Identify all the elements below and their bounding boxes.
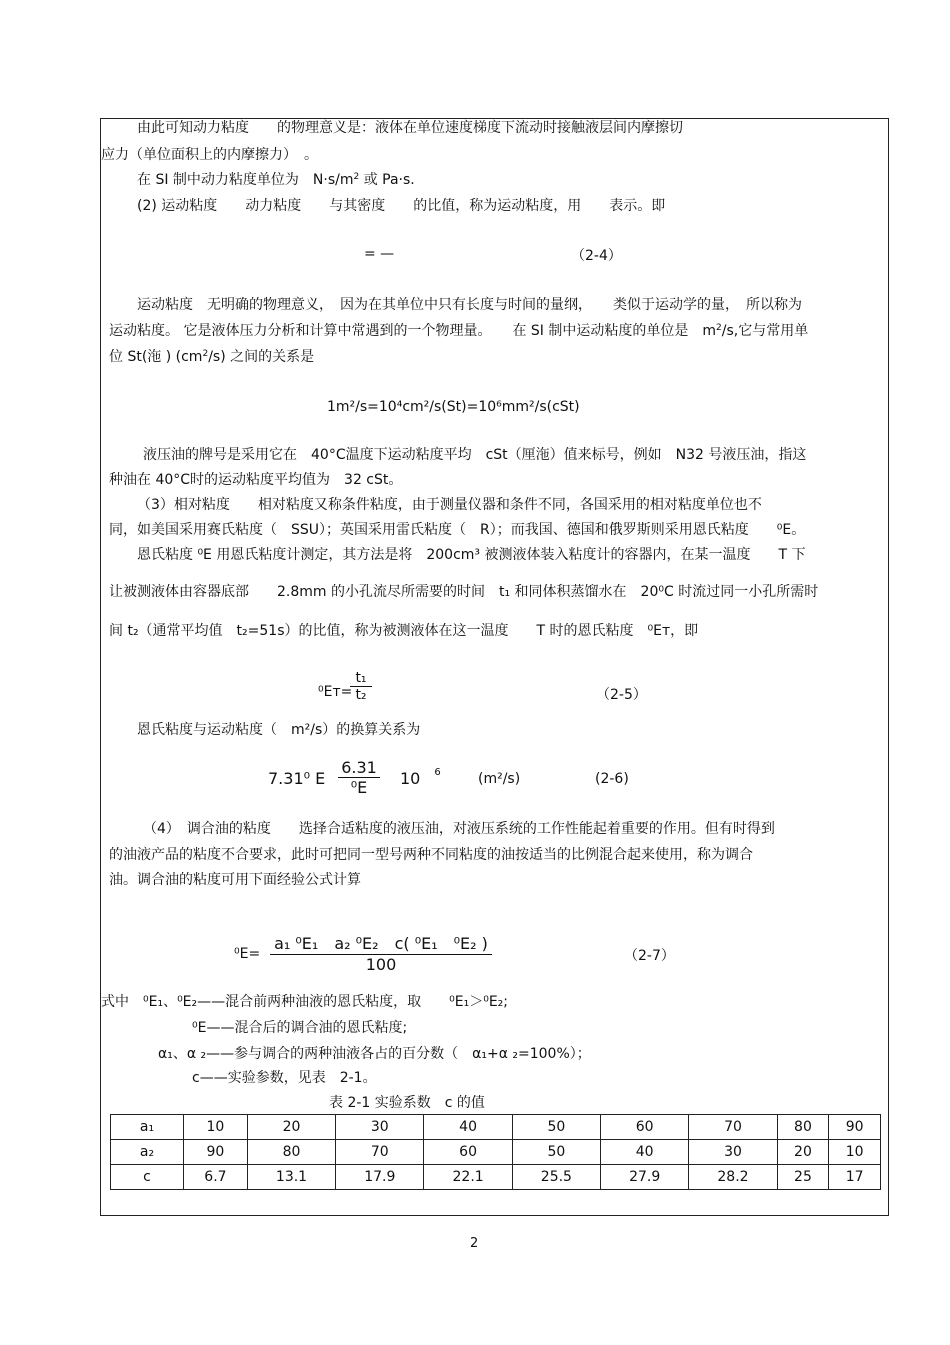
table-cell: 40 <box>424 1115 512 1140</box>
text-span: 或 Pa·s. <box>363 172 415 188</box>
row-header: c <box>111 1165 184 1190</box>
text-span: 位 St(沲 ) (cm <box>109 349 203 365</box>
text-line: 的油液产品的粘度不合要求，此时可把同一型号两种不同粘度的油按适当的比例混合起来使用，称为调合 <box>109 847 753 863</box>
table-cell: 20 <box>777 1140 829 1165</box>
row-header: a₁ <box>111 1115 184 1140</box>
equation-number: （2-5） <box>596 687 647 703</box>
text-span: /s,它与常用单 <box>721 323 809 339</box>
text-line: 应力（单位面积上的内摩擦力） 。 <box>101 147 318 163</box>
text-line: c——实验参数，见表 2-1。 <box>192 1070 377 1086</box>
table-cell: 90 <box>829 1115 881 1140</box>
text-line: 液压油的牌号是采用它在 40°C温度下运动粘度平均 cSt（厘沲）值来标号，例如 N32 号液压油，指这 <box>143 447 807 463</box>
page-number: 2 <box>470 1236 479 1251</box>
equation-number: （2-4） <box>571 248 622 264</box>
table-cell: 17 <box>829 1165 881 1190</box>
text-line: ⁰E——混合后的调合油的恩氏粘度; <box>192 1020 408 1036</box>
table-row <box>111 1115 881 1140</box>
table-cell: 60 <box>424 1140 512 1165</box>
text-line: 恩氏粘度 ⁰E 用恩氏粘度计测定，其方法是将 200cm³ 被测液体装入粘度计的容器内，在某一温度 T 下 <box>137 547 806 563</box>
text-line: α₁、α ₂——参与调合的两种油液各占的百分数（ α₁+α ₂=100%）； <box>158 1046 591 1062</box>
equation-number: (2-6) <box>595 771 629 787</box>
equation-2-6-unit: (m²/s) <box>478 771 521 787</box>
equation-2-4: = — <box>364 246 395 262</box>
table-cell: 22.1 <box>424 1165 512 1190</box>
text-line: 运动粘度。 它是液体压力分析和计算中常遇到的一个物理量。 在 SI 制中运动粘度的单位是 $m^2/s$,它与常用单 <box>109 323 809 339</box>
text-line: 种油在 40°C时的运动粘度平均值为 32 cSt。 <box>109 472 403 488</box>
table-row <box>111 1140 881 1165</box>
table-cell: 27.9 <box>601 1165 689 1190</box>
power-exponent: 6 <box>434 767 441 778</box>
table-cell: 70 <box>336 1140 424 1165</box>
row-header: a₂ <box>111 1140 184 1165</box>
table-cell: 80 <box>777 1115 829 1140</box>
table-cell: 10 <box>184 1115 248 1140</box>
equation-2-6-power <box>400 767 441 791</box>
equation-number: （2-7） <box>624 948 675 964</box>
text-line: 式中 ⁰E₁、⁰E₂——混合前两种油液的恩氏粘度，取 ⁰E₁＞⁰E₂; <box>101 994 508 1010</box>
table-cell: 60 <box>601 1115 689 1140</box>
table-caption: 表 2-1 实验系数 c 的值 <box>329 1095 485 1111</box>
fraction-numerator: a₁ ⁰E₁ a₂ ⁰E₂ c( ⁰E₁ ⁰E₂ ) <box>270 931 492 955</box>
table-cell: 40 <box>601 1140 689 1165</box>
fraction-numerator: 6.31 <box>338 758 380 778</box>
equation-2-6-fraction <box>338 758 380 797</box>
power-base: 10 <box>400 769 421 788</box>
table-cell: 20 <box>247 1115 335 1140</box>
text-line: 间 t₂（通常平均值 t₂=51s）的比值，称为被测液体在这一温度 T 时的恩氏粘度 ⁰Eт，即 <box>109 623 699 639</box>
equation-2-5-fraction <box>350 670 372 703</box>
fraction-denominator: ⁰E <box>350 778 368 797</box>
table-cell: 30 <box>336 1115 424 1140</box>
equation-2-7-lhs: ⁰E= <box>234 946 261 962</box>
text-span: 运动粘度。 它是液体压力分析和计算中常遇到的一个物理量。 在 SI 制中运动粘度的单位是 m <box>109 323 717 339</box>
fraction-denominator: t₂ <box>355 687 367 703</box>
text-line: 让被测液体由容器底部 2.8mm 的小孔流尽所需要的时间 t₁ 和同体积蒸馏水在 20⁰C 时流过同一小孔所需时 <box>109 584 819 600</box>
table-row <box>111 1165 881 1190</box>
coefficient-table <box>110 1114 881 1190</box>
text-line: 同，如美国采用赛氏粘度（ SSU）；英国采用雷氏粘度（ R）；而我国、德国和俄罗斯则采用恩氏粘度 ⁰E。 <box>109 522 806 538</box>
text-line: 在 SI 制中动力粘度单位为 $N\cdot s/m^2$ 或 Pa·s. <box>137 172 415 188</box>
text-line: 运动粘度 无明确的物理意义， 因为在其单位中只有长度与时间的量纲， 类似于运动学的量， 所以称为 <box>137 297 802 313</box>
text-line: 由此可知动力粘度 的物理意义是：液体在单位速度梯度下流动时接触液层间内摩擦切 <box>137 120 683 136</box>
equation-2-5-lhs: ⁰Eт= <box>318 684 353 700</box>
text-line: 位 St(沲 ) $(cm^2/s)$ 之间的关系是 <box>109 349 315 365</box>
table-cell: 70 <box>689 1115 777 1140</box>
text-line: （3）相对粘度 相对粘度又称条件粘度，由于测量仪器和条件不同，各国采用的相对粘度单位也不 <box>137 497 762 513</box>
table-cell: 10 <box>829 1140 881 1165</box>
table-cell: 50 <box>512 1140 600 1165</box>
equation-2-7-fraction <box>270 931 492 974</box>
table-cell: 25.5 <box>512 1165 600 1190</box>
text-line: (2) 运动粘度 动力粘度 与其密度 的比值，称为运动粘度，用 表示。即 <box>137 198 666 214</box>
table-cell: 90 <box>184 1140 248 1165</box>
table-cell: 17.9 <box>336 1165 424 1190</box>
fraction-numerator: t₁ <box>350 670 372 687</box>
fraction-denominator: 100 <box>365 955 397 974</box>
table-cell: 50 <box>512 1115 600 1140</box>
table-cell: 6.7 <box>184 1165 248 1190</box>
text-line: 油。调合油的粘度可用下面经验公式计算 <box>109 872 361 888</box>
table-cell: 80 <box>247 1140 335 1165</box>
text-span: /s) 之间的关系是 <box>208 349 315 365</box>
equation-2-6-term: 7.31⁰ E <box>268 769 326 788</box>
table-cell: 28.2 <box>689 1165 777 1190</box>
table-cell: 13.1 <box>247 1165 335 1190</box>
text-span: 在 SI 制中动力粘度单位为 N·s/m <box>137 172 354 188</box>
table-cell: 25 <box>777 1165 829 1190</box>
text-line: （4） 调合油的粘度 选择合适粘度的液压油，对液压系统的工作性能起着重要的作用。但有时得到 <box>143 821 775 837</box>
table-cell: 30 <box>689 1140 777 1165</box>
text-line: 恩氏粘度与运动粘度（ m²/s）的换算关系为 <box>137 722 421 738</box>
unit-conversion-equation: 1m²/s=10⁴cm²/s(St)=10⁶mm²/s(cSt) <box>327 399 580 415</box>
